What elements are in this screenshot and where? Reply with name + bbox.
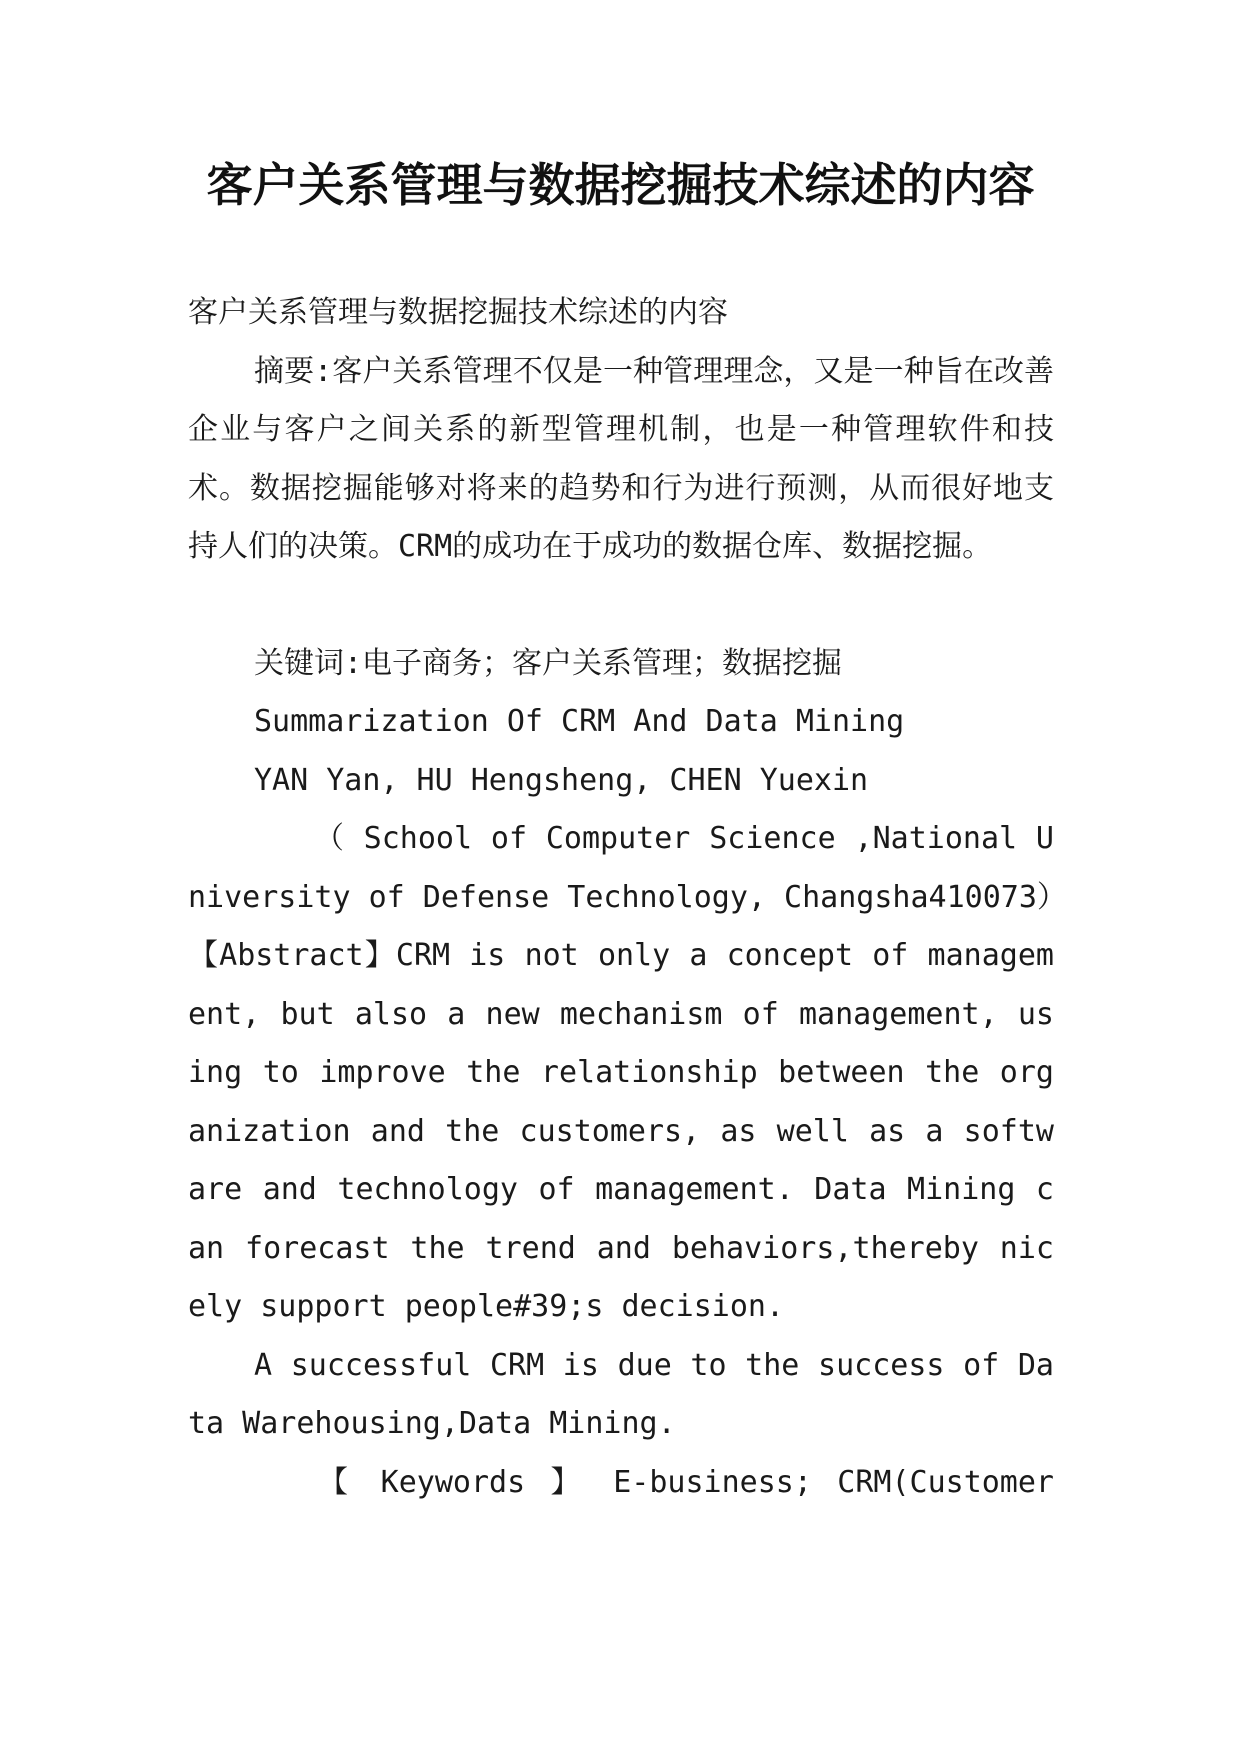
abstract-cn: 摘要:客户关系管理不仅是一种管理理念，又是一种旨在改善企业与客户之间关系的新型管理机制，也是一种管理软件和技术。数据挖掘能够对将来的趋势和行为进行预测，从而很好地支持人们的决策。CRM的成功在于成功的数据仓库、数据挖掘。	[188, 353, 1054, 564]
english-authors: YAN Yan, HU Hengsheng, CHEN Yuexin	[254, 762, 869, 798]
english-affiliation: （ School of Computer Science ,National University of Defense Technology, Changsha410073）	[188, 821, 1067, 915]
document-title: 客户关系管理与数据挖掘技术综述的内容	[206, 158, 1035, 212]
english-keywords: 【 Keywords 】 E-business; CRM(Customer	[318, 1464, 1054, 1500]
keywords-cn: 关键词:电子商务；客户关系管理；数据挖掘	[254, 645, 843, 681]
english-abstract: 【Abstract】CRM is not only a concept of management, but also a new mechanism of management, using to improve the relationship between the organization and the customers, as well as a software and technology of management. Data Mining can forecast the trend and behaviors,thereby nicely support people#39;s decision.	[188, 938, 1054, 1324]
english-title: Summarization Of CRM And Data Mining	[254, 704, 905, 739]
heading-repeat: 客户关系管理与数据挖掘技术综述的内容	[188, 295, 728, 330]
english-abstract-continued: A successful CRM is due to the success of Data Warehousing,Data Mining.	[188, 1347, 1054, 1441]
document-body	[188, 284, 1067, 1512]
paragraph-spacer	[188, 577, 1054, 635]
